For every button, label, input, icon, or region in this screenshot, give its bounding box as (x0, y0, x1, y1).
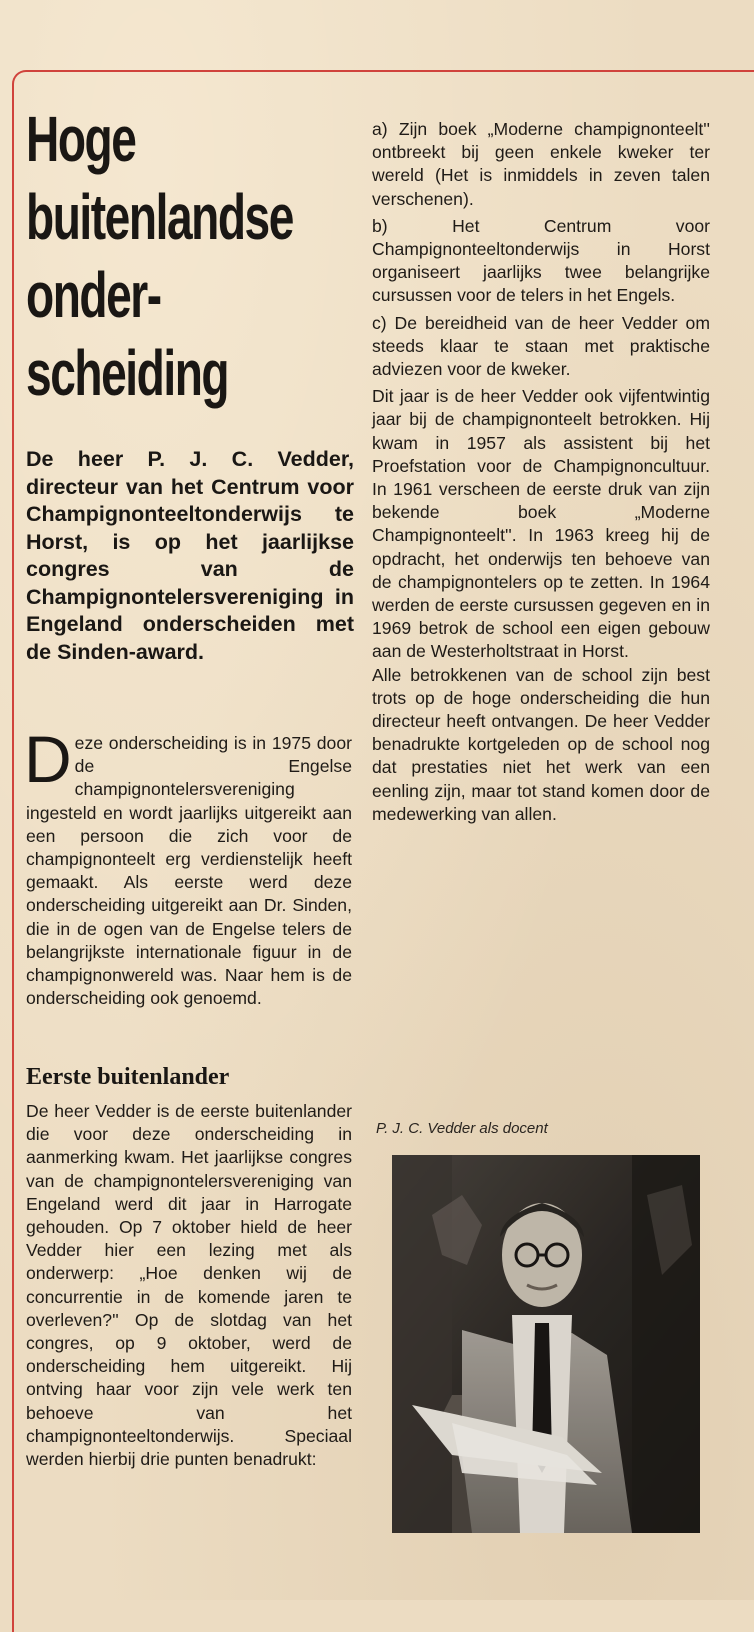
intro-paragraph (24, 722, 352, 1010)
photo-illustration (392, 1155, 700, 1533)
subheading: Eerste buitenlander (26, 1064, 230, 1090)
point-a: a) Zijn boek „Moderne champignonteelt'' ontbreekt bij geen enkele kweker ter wereld (Het is inmiddels in zeven talen verschenen). (372, 119, 710, 209)
right-column-text (372, 118, 710, 826)
point-b: b) Het Centrum voor Champignonteeltonderwijs in Horst organiseert jaarlijks twee belangrijke cursussen voor de telers in het Engels. (372, 215, 710, 306)
photo-caption: P. J. C. Vedder als docent (376, 1120, 548, 1137)
lead-paragraph: De heer P. J. C. Vedder, directeur van het Centrum voor Champignonteeltonderwijs te Horst, is op het jaarlijkse congres van de Champignontelersvereniging in Engeland onderscheiden met de Sinden-award. (26, 447, 354, 664)
portrait-photo (392, 1155, 700, 1533)
history-paragraph: Dit jaar is de heer Vedder ook vijfentwintig jaar bij de champignonteelt betrokken. Hij kwam in 1957 als assistent bij het Proefstation voor de Champignoncultuur. In 1961 verscheen de eerste druk van zijn bekende boek „Moderne Champignonteelt''. In 1963 kreeg hij de opdracht, het onderwijs ten behoeve van de champignontelers op te zetten. In 1964 werden de eerste cursussen gegeven en in 1969 betrok de school een eigen gebouw aan de Westerholtstraat in Horst. (372, 386, 710, 662)
point-c: c) De bereidheid van de heer Vedder om steeds klaar te staan met praktische adviezen voor de kweker. (372, 312, 710, 380)
headline-line-2: buitenlandse (26, 181, 293, 253)
headline-line-1: Hoge (26, 103, 136, 175)
right-column (372, 118, 710, 830)
section-2-paragraph: De heer Vedder is de eerste buitenlander die voor deze onderscheiding in aanmerking kwam. Het jaarlijkse congres van de champignontelersvereniging van Engeland werd dit jaar in Harrogate gehouden. Op 7 oktober hield de heer Vedder hier een lezing met als onderwerp: „Hoe denken wij de concurrentie in de komende jaren te overleven?'' Op de slotdag van het congres, op 9 oktober, werd de onderscheiding hem uitgereikt. Hij ontving haar voor zijn vele werk ten behoeve van het champignonteeltonderwijs. Speciaal werden hierbij drie punten benadrukt: (26, 1101, 352, 1470)
closing-paragraph: Alle betrokkenen van de school zijn best trots op de hoge onderscheiding die hun directeur heeft ontvangen. De heer Vedder benadrukte kortgeleden op de school nog dat prestaties niet het werk van een eenling zijn, maar tot stand komen door de medewerking van allen. (372, 664, 710, 824)
drop-cap: D (24, 722, 72, 796)
headline-line-3: onder- (26, 259, 161, 331)
intro-text: eze onderscheiding is in 1975 door de Engelse champignontelersvereniging ingesteld en wordt jaarlijks uitgereikt aan een persoon die zich voor de champignonteelt erg verdienstelijk heeft gemaakt. Als eerste werd deze onderscheiding uitgereikt aan Dr. Sinden, die in de ogen van de Engelse telers de belangrijkste internationale figuur in de champignonwereld was. Naar hem is de onderscheiding ook genoemd. (26, 733, 352, 1009)
left-column (24, 100, 360, 1470)
headline-line-4: scheiding (26, 337, 229, 409)
headline (26, 100, 364, 412)
